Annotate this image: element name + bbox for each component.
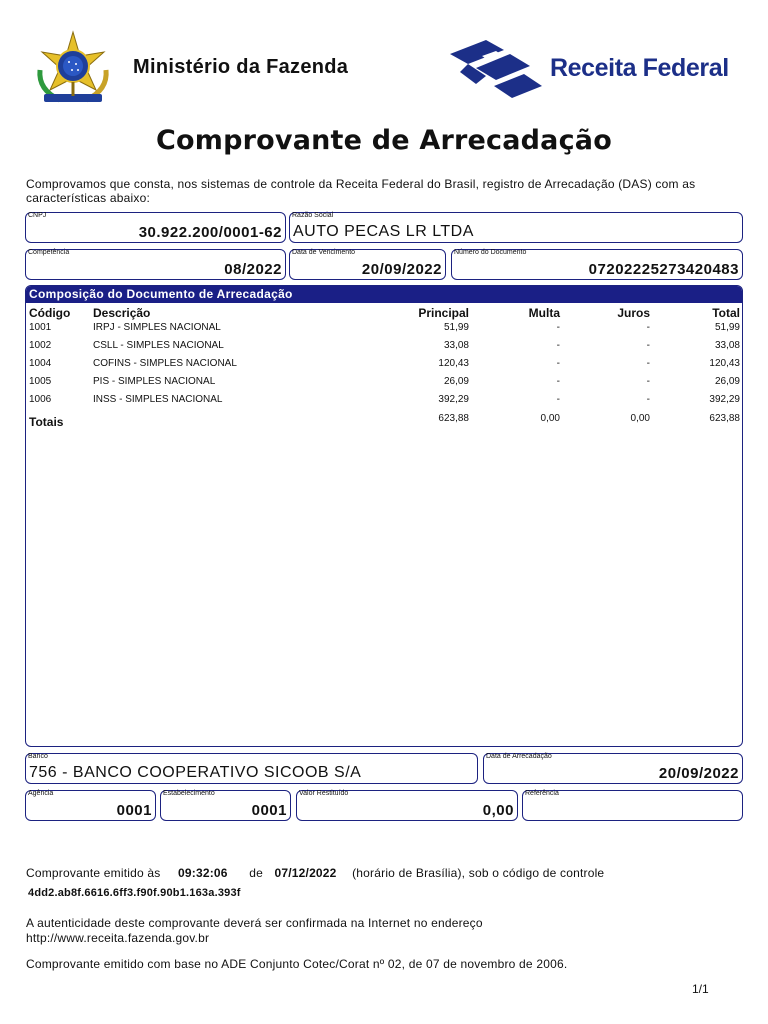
data-arrecadacao-label: Data de Arrecadação: [486, 753, 552, 760]
row-principal: 120,43: [438, 358, 469, 369]
razao-social-value: AUTO PECAS LR LTDA: [293, 223, 474, 240]
referencia-field: [522, 790, 743, 821]
banco-field: [25, 753, 478, 784]
estabelecimento-field: [160, 790, 291, 821]
banco-value: 756 - BANCO COOPERATIVO SICOOB S/A: [29, 764, 362, 781]
row-codigo: 1006: [29, 394, 52, 405]
row-multa: -: [556, 340, 560, 351]
cnpj-field: [25, 212, 286, 243]
totals-principal: 623,88: [438, 413, 469, 424]
referencia-label: Referência: [525, 790, 559, 797]
row-total: 26,09: [714, 376, 740, 387]
row-descricao: INSS - SIMPLES NACIONAL: [93, 394, 223, 405]
row-juros: -: [646, 322, 650, 333]
vencimento-label: Data de Vencimento: [292, 249, 356, 256]
numero-documento-value: 07202225273420483: [588, 261, 739, 278]
agencia-field: [25, 790, 156, 821]
emission-de: de: [249, 866, 263, 880]
row-multa: -: [556, 376, 560, 387]
razao-social-field: [289, 212, 743, 243]
valor-restituido-value: 0,00: [482, 802, 514, 819]
cnpj-label: CNPJ: [28, 212, 47, 219]
emission-time: 09:32:06: [178, 866, 228, 880]
data-arrecadacao-value: 20/09/2022: [658, 765, 739, 782]
estabelecimento-value: 0001: [251, 802, 287, 819]
row-total: 33,08: [714, 340, 740, 351]
emission-suffix: (horário de Brasília), sob o código de controle: [352, 866, 605, 880]
composition-panel: [25, 285, 743, 747]
table-row: [26, 376, 742, 394]
row-total: 392,29: [709, 394, 740, 405]
row-principal: 51,99: [443, 322, 469, 333]
totals-total: 623,88: [709, 413, 740, 424]
header-juros: Juros: [617, 306, 650, 320]
row-principal: 33,08: [443, 340, 469, 351]
competencia-value: 08/2022: [224, 261, 282, 278]
competencia-label: Competência: [28, 249, 70, 256]
vencimento-value: 20/09/2022: [361, 261, 442, 278]
emission-date: 07/12/2022: [274, 866, 337, 880]
row-multa: -: [556, 394, 560, 405]
intro-text: Comprovamos que consta, nos sistemas de controle da Receita Federal do Brasil, registro de Arrecadação (DAS) com as características abaixo:: [26, 177, 696, 205]
control-code: 4dd2.ab8f.6616.6ff3.f90f.90b1.163a.393f: [28, 887, 241, 899]
composition-title: Composição do Documento de Arrecadação: [26, 286, 742, 303]
header-principal: Principal: [418, 306, 469, 320]
row-codigo: 1002: [29, 340, 52, 351]
ministry-name: Ministério da Fazenda: [133, 56, 349, 78]
estabelecimento-label: Estabelecimento: [163, 790, 215, 797]
row-juros: -: [646, 394, 650, 405]
row-juros: -: [646, 340, 650, 351]
table-row: [26, 340, 742, 358]
competencia-field: [25, 249, 286, 280]
table-row: [26, 322, 742, 340]
emission-line: [26, 866, 604, 880]
row-descricao: CSLL - SIMPLES NACIONAL: [93, 340, 224, 351]
row-multa: -: [556, 322, 560, 333]
header-descricao: Descrição: [93, 306, 151, 320]
document-title: Comprovante de Arrecadação: [156, 125, 612, 156]
receita-federal-brand: Receita Federal: [550, 54, 729, 82]
table-row: [26, 358, 742, 376]
row-descricao: IRPJ - SIMPLES NACIONAL: [93, 322, 221, 333]
banco-label: Banco: [28, 753, 48, 760]
legal-basis: Comprovante emitido com base no ADE Conjunto Cotec/Corat nº 02, de 07 de novembro de 2006.: [26, 957, 568, 971]
row-codigo: 1001: [29, 322, 52, 333]
row-codigo: 1005: [29, 376, 52, 387]
emission-prefix: Comprovante emitido às: [26, 866, 161, 880]
row-codigo: 1004: [29, 358, 52, 369]
totals-juros: 0,00: [630, 413, 650, 424]
totals-row: [26, 413, 742, 433]
valor-restituido-label: Valor Restituído: [299, 790, 349, 797]
agencia-label: Agência: [28, 790, 54, 797]
row-multa: -: [556, 358, 560, 369]
totals-label: Totais: [29, 415, 64, 429]
brazil-coat-of-arms-icon: [30, 30, 116, 106]
row-total: 51,99: [714, 322, 740, 333]
table-row: [26, 394, 742, 412]
vencimento-field: [289, 249, 446, 280]
row-principal: 392,29: [438, 394, 469, 405]
row-juros: -: [646, 358, 650, 369]
row-descricao: COFINS - SIMPLES NACIONAL: [93, 358, 237, 369]
data-arrecadacao-field: [483, 753, 743, 784]
header-codigo: Código: [29, 306, 71, 320]
numero-documento-label: Número do Documento: [454, 249, 527, 256]
receita-federal-logo-icon: [446, 36, 546, 102]
row-juros: -: [646, 376, 650, 387]
row-total: 120,43: [709, 358, 740, 369]
agencia-value: 0001: [116, 802, 152, 819]
valor-restituido-field: [296, 790, 518, 821]
totals-multa: 0,00: [540, 413, 560, 424]
header-total: Total: [712, 306, 740, 320]
page-number: 1/1: [692, 982, 709, 996]
row-principal: 26,09: [443, 376, 469, 387]
header-multa: Multa: [528, 306, 560, 320]
razao-social-label: Razão Social: [292, 212, 334, 219]
row-descricao: PIS - SIMPLES NACIONAL: [93, 376, 216, 387]
auth-line-1: A autenticidade deste comprovante deverá ser confirmada na Internet no endereço: [26, 916, 483, 930]
numero-documento-field: [451, 249, 743, 280]
cnpj-value: 30.922.200/0001-62: [138, 224, 282, 241]
auth-url[interactable]: http://www.receita.fazenda.gov.br: [26, 931, 210, 945]
